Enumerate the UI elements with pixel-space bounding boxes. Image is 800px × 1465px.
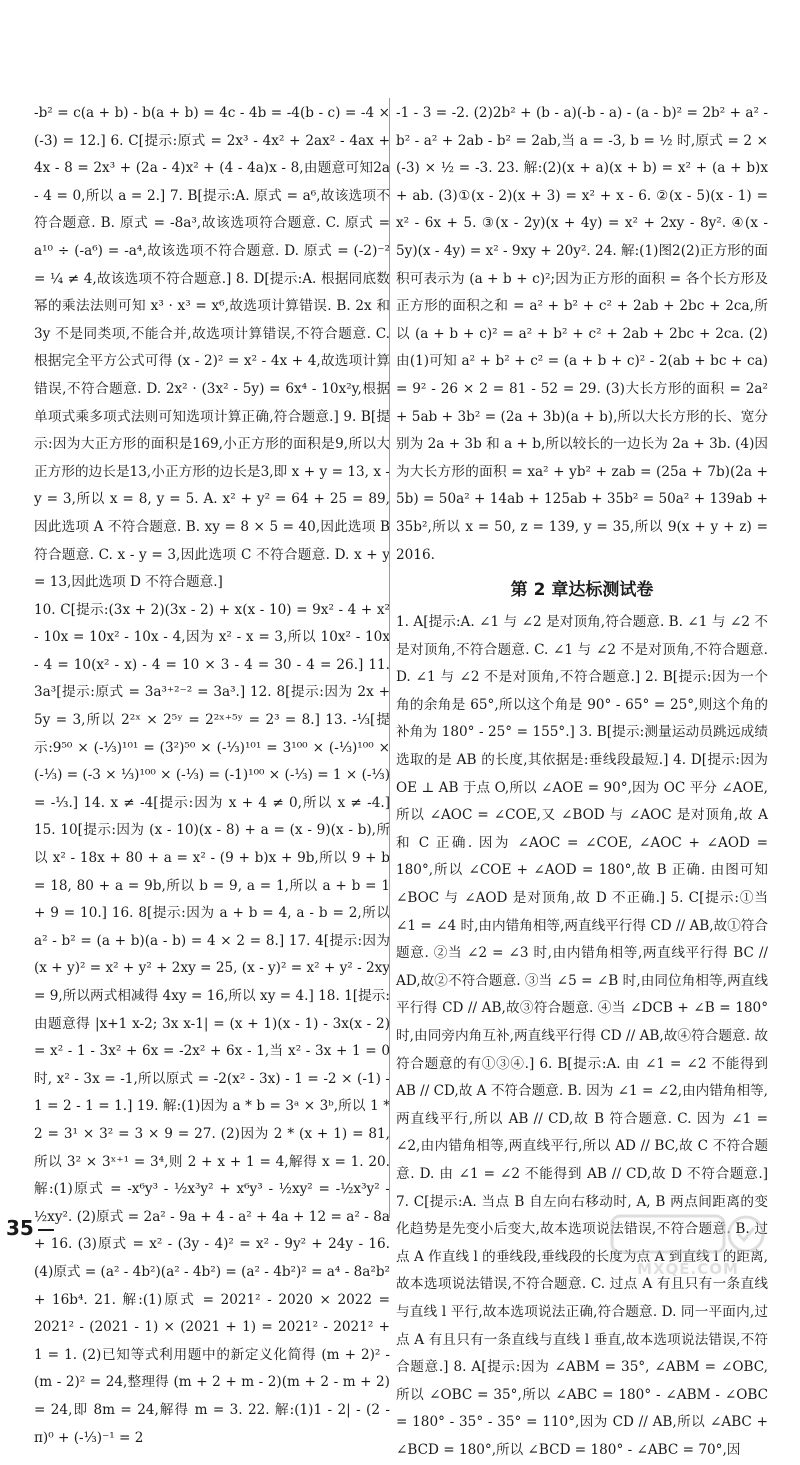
watermark-url: MXQE.COM xyxy=(637,1260,739,1278)
watermark-icon xyxy=(608,1212,768,1258)
right-answer-text: -1 - 3 = -2. (2)2b² + (b - a)(-b - a) - (a - b)² = 2b² + a² - b² - a² + 2ab - b² = 2ab,当 a = -3, b = ½ 时,原式 = 2 × (-3) × ½ = -3. 23. 解:(2)(x + a)(x + b) = x² + (a + b)x + ab. (3)①(x - 2)(x + 3) = x² + x - 6. ②(x - 5)(x - 1) = x² - 6x + 5. ③(x - 2y)(x + 4y) = x² + 2xy - 8y². ④(x - 5y)(x - 4y) = x² - 9xy + 20y². 24. 解:(1)图2(2)正方形的面积可表示为 (a + b + c)²;因为正方形的面积 = 各个长方形及正方形的面积之和 = a² + b² + c² + 2ab + 2bc + 2ca,所以 (a + b + c)² = a² + b² + c² + 2ab + 2bc + 2ca. (2)由(1)可知 a² + b² + c² = (a + b + c)² - 2(ab + bc + ca) = 9² - 26 × 2 = 81 - 52 = 29. (3)大长方形的面积 = 2a² + 5ab + 3b² = (2a + 3b)(a + b),所以大长方形的长、宽分别为 2a + 3b 和 a + b,所以较长的一边长为 2a + 3b. (4)因为大长方形的面积 = xa² + yb² + zab = (25a + 7b)(2a + 5b) = 50a² + 14ab + 125ab + 35b² = 50a² + 139ab + 35b²,所以 x = 50, z = 139, y = 35,所以 9(x + y + z) = 2016. xyxy=(396,105,768,563)
column-divider xyxy=(389,98,390,1218)
page-number: 35 xyxy=(6,1216,54,1240)
chapter2-answer-text: 1. A[提示:A. ∠1 与 ∠2 是对顶角,符合题意. B. ∠1 与 ∠2 不是对顶角,不符合题意. C. ∠1 与 ∠2 不是对顶角,不符合题意. D. ∠1 与 ∠2 不是对顶角,不符合题意.] 2. B[提示:因为一个角的余角是 65°,所以这个角是 90° - 65° = 25°,则这个角的补角为 180° - 25° = 155°.] 3. B[提示:测量运动员跳远成绩选取的是 AB 的长度,其依据是:垂线段最短.] 4. D[提示:因为 OE ⊥ AB 于点 O,所以 ∠AOE = 90°,因为 OC 平分 ∠AOE,所以 ∠AOC = ∠COE,又 ∠BOD 与 ∠AOC 是对顶角,故 A 和 C 正确. 因为 ∠AOC = ∠COE, ∠AOC + ∠AOD = 180°,所以 ∠COE + ∠AOD = 180°,故 B 正确. 由图可知 ∠BOC 与 ∠AOD 是对顶角,故 D 不正确.] 5. C[提示:①当 ∠1 = ∠4 时,由内错角相等,两直线平行得 CD // AB,故①符合题意. ②当 ∠2 = ∠3 时,由内错角相等,两直线平行得 BC // AD,故②不符合题意. ③当 ∠5 = ∠B 时,由同位角相等,两直线平行得 CD // AB,故③符合题意. ④当 ∠DCB + ∠B = 180° 时,由同旁内角互补,两直线平行得 CD // AB,故④符合题意. 故符合题意的有①③④.] 6. B[提示:A. 由 ∠1 = ∠2 不能得到 AB // CD,故 A 不符合题意. B. 因为 ∠1 = ∠2,由内错角相等,两直线平行,所以 AB // CD,故 B 符合题意. C. 因为 ∠1 = ∠2,由内错角相等,两直线平行,所以 AD // BC,故 C 不符合题意. D. 由 ∠1 = ∠2 不能得到 AB // CD,故 D 不符合题意.] 7. C[提示:A. 当点 B 自左向右移动时, A, B 两点间距离的变化趋势是先变小后变大,故本选项说法错误,不符合题意. B. 过点 A 作直线 l 的垂线段,垂线段的长度为点 A 到直线 l 的距离,故本选项说法错误,不符合题意. C. 过点 A 有且只有一条直线与直线 l 平行,故本选项说法正确,符合题意. D. 同一平面内,过点 A 有且只有一条直线与直线 l 垂直,故本选项说法错误,不符合题意.] 8. A[提示:因为 ∠ABM = 35°, ∠ABM = ∠OBC,所以 ∠OBC = 35°,所以 ∠ABC = 180° - ∠ABM - ∠OBC = 180° - 35° - 35° = 110°,因为 CD // AB,所以 ∠ABC + ∠BCD = 180°,所以 ∠BCD = 180° - ∠ABC = 70°,因 xyxy=(396,614,768,1458)
left-answer-text-continued: 10. C[提示:(3x + 2)(3x - 2) + x(x - 10) = 9x² - 4 + x² - 10x = 10x² - 10x - 4,因为 x² - x = 3,所以 10x² - 10x - 4 = 10(x² - x) - 4 = 10 × 3 - 4 = 30 - 4 = 26.] 11. 3a³[提示:原式 = 3a³⁺²⁻² = 3a³.] 12. 8[提示:因为 2x + 5y = 3,所以 2²ˣ × 2⁵ʸ = 2²ˣ⁺⁵ʸ = 2³ = 8.] 13. -⅓[提示:9⁵⁰ × (-⅓)¹⁰¹ = (3²)⁵⁰ × (-⅓)¹⁰¹ = 3¹⁰⁰ × (-⅓)¹⁰⁰ × (-⅓) = (-3 × ⅓)¹⁰⁰ × (-⅓) = (-1)¹⁰⁰ × (-⅓) = 1 × (-⅓) = -⅓.] 14. x ≠ -4[提示:因为 x + 4 ≠ 0,所以 x ≠ -4.] 15. 10[提示:因为 (x - 10)(x - 8) + a = (x - 9)(x - b),所以 x² - 18x + 80 + a = x² - (9 + b)x + 9b,所以 9 + b = 18, 80 + a = 9b,所以 b = 9, a = 1,所以 a + b = 1 + 9 = 10.] 16. 8[提示:因为 a + b = 4, a - b = 2,所以 a² - b² = (a + b)(a - b) = 4 × 2 = 8.] 17. 4[提示:因为 (x + y)² = x² + y² + 2xy = 25, (x - y)² = x² + y² - 2xy = 9,所以两式相减得 4xy = 16,所以 xy = 4.] 18. 1[提示:由题意得 |x+1 x-2; 3x x-1| = (x + 1)(x - 1) - 3x(x - 2) = x² - 1 - 3x² + 6x = -2x² + 6x - 1,当 x² - 3x + 1 = 0 时, x² - 3x = -1,所以原式 = -2(x² - 3x) - 1 = -2 × (-1) - 1 = 2 - 1 = 1.] 19. 解:(1)因为 a * b = 3ᵃ × 3ᵇ,所以 1 * 2 = 3¹ × 3² = 3 × 9 = 27. (2)因为 2 * (x + 1) = 81,所以 3² × 3ˣ⁺¹ = 3⁴,则 2 + x + 1 = 4,解得 x = 1. 20. 解:(1)原式 = -x⁶y³ - ½x³y² + x⁶y³ - ½xy² = -½x³y² - ½xy². (2)原式 = 2a² - 9a + 4 - a² + 4a + 12 = a² - 8a + 16. (3)原式 = x² - (3y - 4)² = x² - 9y² + 24y - 16. (4)原式 = (a² - 4b²)(a² - 4b²) = (a² - 4b²)² = a⁴ - 8a²b² + 16b⁴. 21. 解:(1)原式 = 2021² - 2020 × 2022 = 2021² - (2021 - 1) × (2021 + 1) = 2021² - 2021² + 1 = 1. (2)已知等式利用题中的新定义化简得 (m + 2)² - (m - 2)² = 24,整理得 (m + 2 + m - 2)(m + 2 - m + 2) = 24,即 8m = 24,解得 m = 3. 22. 解:(1)1 - 2| - (2 - π)⁰ + (-⅓)⁻¹ = 2 xyxy=(34,601,390,1446)
left-answer-text: -b² = c(a + b) - b(a + b) = 4c - 4b = -4(b - c) = -4 × (-3) = 12.] 6. C[提示:原式 = 2x³ - 4x² + 2ax² - 4ax + 4x - 8 = 2x³ + (2a - 4)x² + (4 - 4a)x - 8,由题意可知2a - 4 = 0,所以 a = 2.] 7. B[提示:A. 原式 = a⁶,故该选项不符合题意. B. 原式 = -8a³,故该选项符合题意. C. 原式 = a¹⁰ ÷ (-a⁶) = -a⁴,故该选项不符合题意. D. 原式 = (-2)⁻² = ¼ ≠ 4,故该选项不符合题意.] 8. D[提示:A. 根据同底数幂的乘法法则可知 x³ · x³ = x⁶,故选项计算错误. B. 2x 和 3y 不是同类项,不能合并,故选项计算错误,不符合题意. C. 根据完全平方公式可得 (x - 2)² = x² - 4x + 4,故选项计算错误,不符合题意. D. 2x² · (3x² - 5y) = 6x⁴ - 10x²y,根据单项式乘多项式法则可知选项计算正确,符合题意.] 9. B[提示:因为大正方形的面积是169,小正方形的面积是9,所以大正方形的边长是13,小正方形的边长是3,即 x + y = 13, x - y = 3,所以 x = 8, y = 5. A. x² + y² = 64 + 25 = 89,因此选项 A 不符合题意. B. xy = 8 × 5 = 40,因此选项 B 符合题意. C. x - y = 3,因此选项 C 不符合题意. D. x + y = 13,因此选项 D 不符合题意.] xyxy=(34,105,390,591)
watermark-logo xyxy=(608,1212,768,1278)
left-column xyxy=(34,100,390,1446)
section-title: 第 2 章达标测试卷 xyxy=(510,580,654,601)
